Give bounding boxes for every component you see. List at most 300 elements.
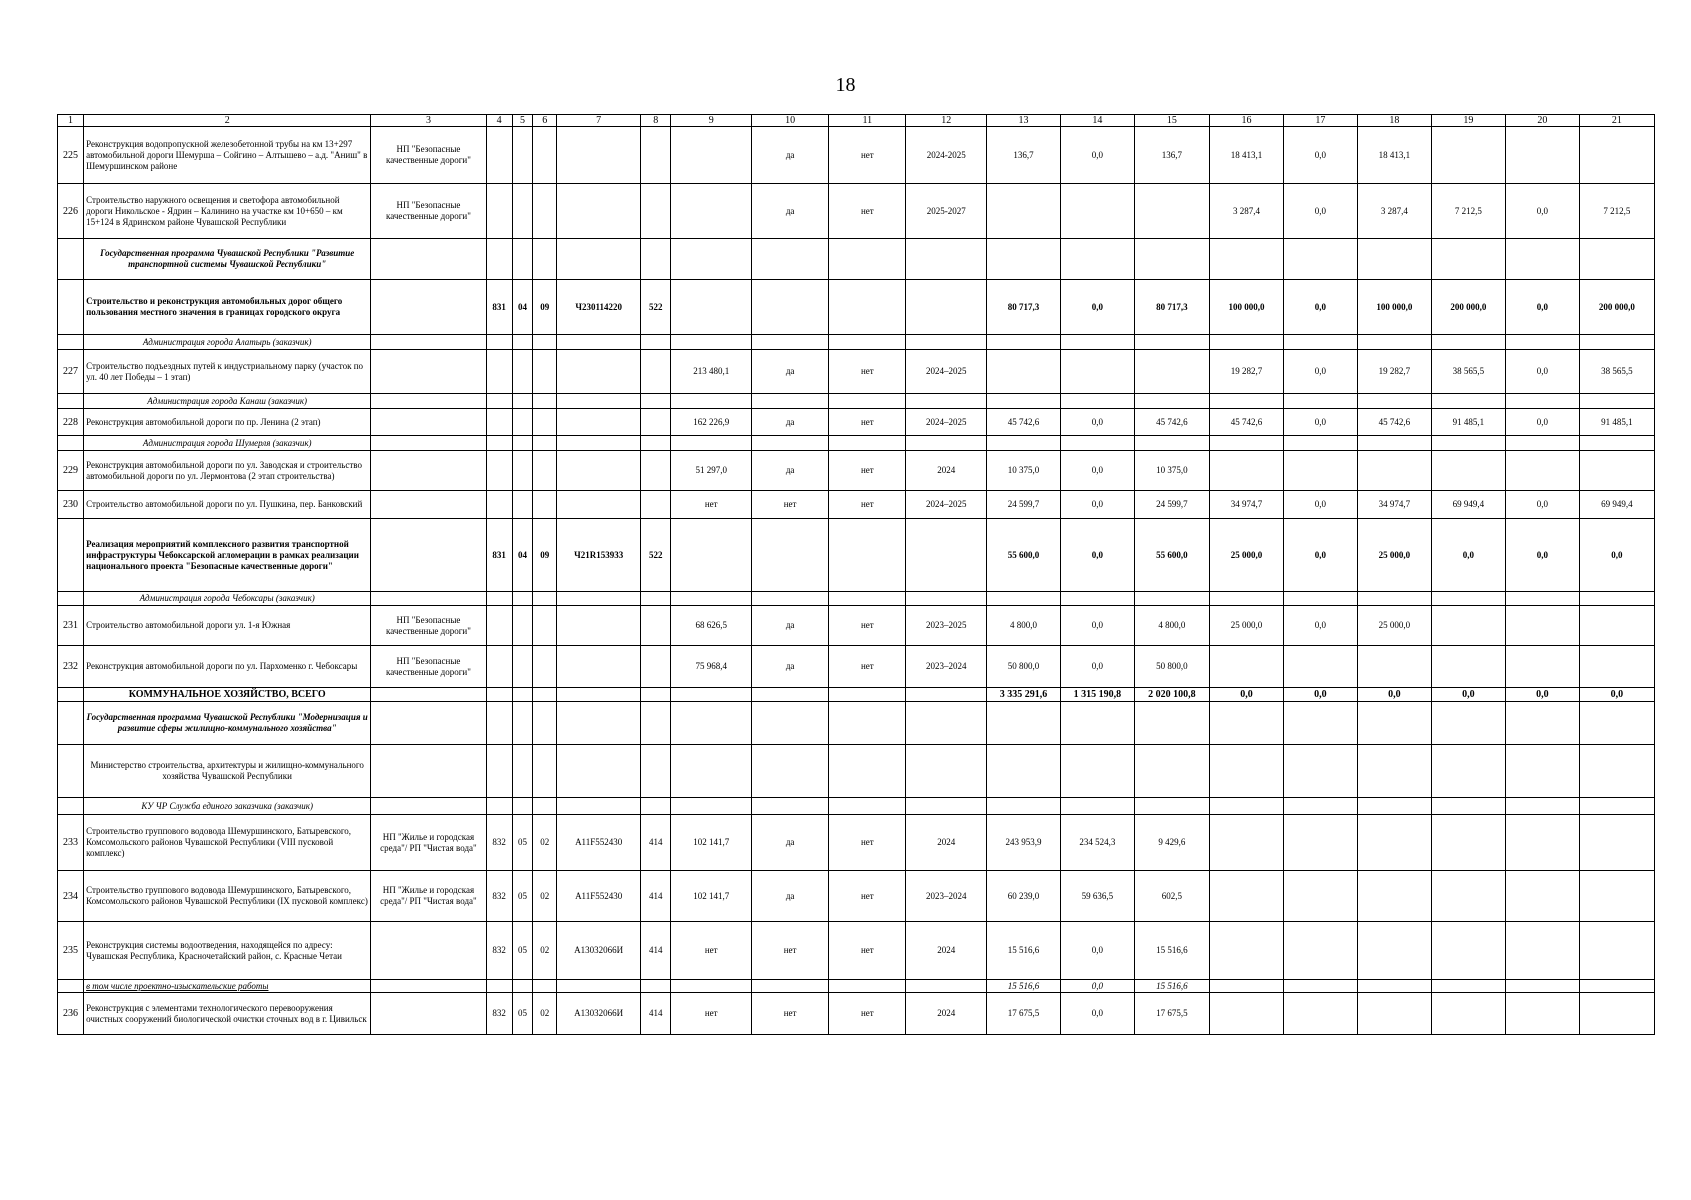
table-cell: да (751, 871, 828, 922)
table-cell (1283, 980, 1357, 993)
table-cell (1134, 394, 1209, 409)
table-cell (486, 745, 512, 798)
project-cell: НП "Жилье и городская среда"/ РП "Чистая вода" (371, 815, 486, 871)
table-cell: 0,0 (1060, 980, 1134, 993)
table-cell: 25 000,0 (1357, 606, 1431, 646)
table-cell (751, 239, 828, 280)
column-header: 2 (84, 115, 371, 127)
table-cell (1431, 592, 1505, 606)
table-cell: 2024 (906, 451, 987, 491)
table-cell (1357, 922, 1431, 980)
table-cell: да (751, 350, 828, 394)
table-cell: 0,0 (1283, 409, 1357, 436)
table-cell (371, 745, 486, 798)
table-cell (512, 745, 533, 798)
table-cell: 05 (512, 993, 533, 1035)
table-cell (1357, 646, 1431, 688)
table-cell (1283, 436, 1357, 451)
table-cell (486, 606, 512, 646)
table-cell: 19 282,7 (1357, 350, 1431, 394)
table-cell (533, 350, 557, 394)
table-row (58, 127, 1655, 184)
row-number: 229 (58, 451, 84, 491)
table-cell: 0,0 (1505, 409, 1579, 436)
table-cell (829, 702, 906, 745)
table-cell (533, 436, 557, 451)
table-cell (751, 592, 828, 606)
table-cell (1357, 871, 1431, 922)
table-cell (751, 519, 828, 592)
table-cell (1283, 394, 1357, 409)
table-cell (751, 280, 828, 335)
table-cell (641, 350, 671, 394)
table-cell: 832 (486, 871, 512, 922)
table-row (58, 350, 1655, 394)
table-cell (1357, 815, 1431, 871)
column-header: 16 (1209, 115, 1283, 127)
table-cell: 0,0 (1060, 922, 1134, 980)
table-cell (1060, 350, 1134, 394)
table-cell (512, 798, 533, 815)
table-cell (1209, 436, 1283, 451)
table-cell (486, 409, 512, 436)
table-cell (1283, 646, 1357, 688)
table-cell (751, 335, 828, 350)
table-cell: 0,0 (1283, 127, 1357, 184)
table-cell (641, 606, 671, 646)
column-header: 5 (512, 115, 533, 127)
table-cell (1283, 993, 1357, 1035)
table-cell (751, 702, 828, 745)
row-number: 227 (58, 350, 84, 394)
table-cell (751, 745, 828, 798)
table-cell (641, 239, 671, 280)
table-cell: 3 287,4 (1357, 184, 1431, 239)
table-cell (906, 592, 987, 606)
table-cell (1431, 239, 1505, 280)
table-cell (1134, 745, 1209, 798)
row-number: 235 (58, 922, 84, 980)
table-cell: 200 000,0 (1579, 280, 1654, 335)
table-cell (906, 436, 987, 451)
row-number: 233 (58, 815, 84, 871)
table-cell (1283, 239, 1357, 280)
table-cell (557, 184, 641, 239)
object-name: Строительство наружного освещения и светофора автомобильной дороги Никольское - Ядрин – Калинино на участке км 10+650 – км 15+124 в Ядринском районе Чувашской Республики (84, 184, 371, 239)
table-cell: 50 800,0 (986, 646, 1060, 688)
table-cell (371, 436, 486, 451)
table-cell (557, 436, 641, 451)
object-name: Реконструкция с элементами технологического перевооружения очистных сооружений биологической очистки сточных вод в г. Цивильск (84, 993, 371, 1035)
table-cell (533, 980, 557, 993)
table-cell (1579, 394, 1654, 409)
table-cell (1431, 394, 1505, 409)
table-cell (1431, 745, 1505, 798)
table-cell (1505, 394, 1579, 409)
project-cell: НП "Жилье и городская среда"/ РП "Чистая вода" (371, 871, 486, 922)
table-cell (829, 436, 906, 451)
table-cell: 09 (533, 280, 557, 335)
table-cell (512, 980, 533, 993)
table-cell: да (751, 127, 828, 184)
table-cell (557, 335, 641, 350)
table-cell (1209, 815, 1283, 871)
table-cell (829, 519, 906, 592)
table-cell: 60 239,0 (986, 871, 1060, 922)
table-cell (486, 491, 512, 519)
table-cell: 0,0 (1283, 280, 1357, 335)
row-number: 234 (58, 871, 84, 922)
table-cell (533, 127, 557, 184)
table-cell (641, 702, 671, 745)
table-cell (671, 519, 752, 592)
program-title: Государственная программа Чувашской Республики "Модернизация и развитие сферы жилищно-коммунального хозяйства" (84, 702, 371, 745)
table-row (58, 280, 1655, 335)
table-cell (557, 980, 641, 993)
table-cell (1209, 922, 1283, 980)
row-number: 232 (58, 646, 84, 688)
table-cell (1505, 745, 1579, 798)
table-cell: 414 (641, 815, 671, 871)
table-cell: 45 742,6 (1134, 409, 1209, 436)
table-cell (1579, 127, 1654, 184)
table-cell (1505, 451, 1579, 491)
table-cell (1357, 980, 1431, 993)
table-cell (671, 745, 752, 798)
table-cell (486, 436, 512, 451)
table-cell (671, 798, 752, 815)
table-cell (1431, 451, 1505, 491)
table-cell (512, 239, 533, 280)
table-cell: 0,0 (1579, 519, 1654, 592)
table-cell: 522 (641, 519, 671, 592)
table-cell (486, 702, 512, 745)
object-name: в том числе проектно-изыскательские работы (84, 980, 371, 993)
column-header: 11 (829, 115, 906, 127)
table-cell (906, 335, 987, 350)
table-cell (1431, 646, 1505, 688)
project-cell (371, 980, 486, 993)
table-cell (58, 702, 84, 745)
object-name: Строительство группового водовода Шемуршинского, Батыревского, Комсомольского районов Чувашской Республики (VIII пусковой комплекс) (84, 815, 371, 871)
column-header: 6 (533, 115, 557, 127)
table-cell: 2024-2025 (906, 127, 987, 184)
table-cell (751, 436, 828, 451)
table-cell (1283, 922, 1357, 980)
table-cell: 213 480,1 (671, 350, 752, 394)
table-cell (1209, 980, 1283, 993)
table-cell: 832 (486, 922, 512, 980)
table-cell: 414 (641, 871, 671, 922)
row-number: 226 (58, 184, 84, 239)
table-cell: 4 800,0 (986, 606, 1060, 646)
table-cell (1505, 335, 1579, 350)
data-table (57, 114, 1655, 1035)
table-cell (1357, 335, 1431, 350)
table-cell (486, 980, 512, 993)
table-cell (1579, 606, 1654, 646)
table-row (58, 702, 1655, 745)
table-cell (557, 606, 641, 646)
table-cell (1209, 592, 1283, 606)
table-cell: 234 524,3 (1060, 815, 1134, 871)
table-cell (512, 606, 533, 646)
table-cell (829, 592, 906, 606)
table-cell: да (751, 184, 828, 239)
table-cell (1431, 798, 1505, 815)
table-cell (1505, 239, 1579, 280)
table-cell: нет (829, 815, 906, 871)
table-cell: 17 675,5 (1134, 993, 1209, 1035)
table-cell: 15 516,6 (986, 922, 1060, 980)
table-cell (641, 491, 671, 519)
table-cell (533, 491, 557, 519)
table-row (58, 980, 1655, 993)
table-cell (1505, 436, 1579, 451)
table-cell (671, 239, 752, 280)
table-row (58, 798, 1655, 815)
table-cell (533, 606, 557, 646)
table-cell (1134, 798, 1209, 815)
table-cell: да (751, 646, 828, 688)
table-cell (671, 394, 752, 409)
table-cell (533, 184, 557, 239)
column-header: 12 (906, 115, 987, 127)
table-cell: да (751, 606, 828, 646)
table-cell (557, 798, 641, 815)
table-cell (512, 491, 533, 519)
table-cell (986, 798, 1060, 815)
table-cell: 17 675,5 (986, 993, 1060, 1035)
table-cell: 414 (641, 993, 671, 1035)
table-cell: 38 565,5 (1579, 350, 1654, 394)
table-cell: 68 626,5 (671, 606, 752, 646)
program-title: Государственная программа Чувашской Республики "Развитие транспортной системы Чувашской Республики" (84, 239, 371, 280)
table-cell (1505, 815, 1579, 871)
table-cell (1357, 702, 1431, 745)
table-cell: 18 413,1 (1209, 127, 1283, 184)
table-cell: 0,0 (1060, 451, 1134, 491)
table-cell (486, 239, 512, 280)
table-cell (751, 688, 828, 702)
table-cell (671, 980, 752, 993)
table-cell (1134, 592, 1209, 606)
table-cell (557, 350, 641, 394)
table-cell: нет (829, 184, 906, 239)
table-cell (1579, 798, 1654, 815)
table-cell: 45 742,6 (1209, 409, 1283, 436)
table-cell (986, 702, 1060, 745)
table-cell: 02 (533, 993, 557, 1035)
table-cell (641, 798, 671, 815)
table-cell: 0,0 (1060, 606, 1134, 646)
table-row (58, 745, 1655, 798)
table-cell (1060, 702, 1134, 745)
table-cell (906, 519, 987, 592)
table-cell: да (751, 815, 828, 871)
table-cell (486, 451, 512, 491)
object-name: Строительство автомобильной дороги по ул. Пушкина, пер. Банковский (84, 491, 371, 519)
table-cell: нет (829, 922, 906, 980)
table-cell (533, 335, 557, 350)
table-cell (1431, 127, 1505, 184)
table-cell (533, 798, 557, 815)
table-cell: 4 800,0 (1134, 606, 1209, 646)
table-cell: нет (829, 993, 906, 1035)
customer-title: КУ ЧР Служба единого заказчика (заказчик) (84, 798, 371, 815)
table-cell (1060, 592, 1134, 606)
table-cell: нет (671, 491, 752, 519)
column-header: 4 (486, 115, 512, 127)
table-cell (1060, 394, 1134, 409)
table-cell: 0,0 (1505, 350, 1579, 394)
table-cell: нет (671, 922, 752, 980)
table-cell: 2024–2025 (906, 350, 987, 394)
table-cell (1357, 993, 1431, 1035)
row-number: 231 (58, 606, 84, 646)
row-number (58, 280, 84, 335)
table-cell (557, 127, 641, 184)
table-cell (58, 436, 84, 451)
project-cell: НП "Безопасные качественные дороги" (371, 646, 486, 688)
table-cell: 55 600,0 (986, 519, 1060, 592)
table-cell (486, 184, 512, 239)
table-cell (371, 239, 486, 280)
table-cell: 38 565,5 (1431, 350, 1505, 394)
project-cell (371, 491, 486, 519)
column-header: 20 (1505, 115, 1579, 127)
table-cell (1579, 646, 1654, 688)
table-cell: 0,0 (1060, 646, 1134, 688)
table-cell: 0,0 (1357, 688, 1431, 702)
table-cell: нет (671, 993, 752, 1035)
table-row (58, 184, 1655, 239)
table-cell: 51 297,0 (671, 451, 752, 491)
table-cell: 2024 (906, 922, 987, 980)
table-cell (1505, 127, 1579, 184)
table-cell: нет (829, 646, 906, 688)
table-cell: 04 (512, 519, 533, 592)
table-cell: 25 000,0 (1357, 519, 1431, 592)
table-cell: нет (829, 491, 906, 519)
table-cell (1431, 993, 1505, 1035)
column-header: 8 (641, 115, 671, 127)
table-cell: 59 636,5 (1060, 871, 1134, 922)
table-cell: 2024–2025 (906, 491, 987, 519)
table-cell: 0,0 (1505, 519, 1579, 592)
object-name: Строительство группового водовода Шемуршинского, Батыревского, Комсомольского районов Чувашской Республики (IX пусковой комплекс) (84, 871, 371, 922)
table-row (58, 922, 1655, 980)
table-cell (1505, 798, 1579, 815)
table-cell (371, 335, 486, 350)
table-cell (1505, 592, 1579, 606)
table-row (58, 436, 1655, 451)
table-cell (371, 702, 486, 745)
table-cell: 69 949,4 (1431, 491, 1505, 519)
table-cell (641, 409, 671, 436)
table-cell (1579, 745, 1654, 798)
table-cell: 243 953,9 (986, 815, 1060, 871)
table-row (58, 993, 1655, 1035)
table-cell (557, 491, 641, 519)
table-cell: 100 000,0 (1209, 280, 1283, 335)
table-cell (557, 745, 641, 798)
table-cell: 2023–2024 (906, 871, 987, 922)
table-cell: 34 974,7 (1209, 491, 1283, 519)
table-cell (1283, 871, 1357, 922)
table-cell (829, 394, 906, 409)
table-row (58, 409, 1655, 436)
table-cell (1579, 335, 1654, 350)
table-cell (58, 335, 84, 350)
table-cell (986, 745, 1060, 798)
table-cell: 09 (533, 519, 557, 592)
table-cell (512, 592, 533, 606)
column-header: 9 (671, 115, 752, 127)
table-cell: A11F552430 (557, 815, 641, 871)
table-cell (1209, 451, 1283, 491)
table-cell (371, 394, 486, 409)
column-header: 7 (557, 115, 641, 127)
table-cell (512, 350, 533, 394)
table-cell: 25 000,0 (1209, 606, 1283, 646)
table-cell: 102 141,7 (671, 871, 752, 922)
table-cell (486, 127, 512, 184)
table-cell (557, 239, 641, 280)
table-cell: 50 800,0 (1134, 646, 1209, 688)
table-cell (1579, 815, 1654, 871)
table-cell (512, 688, 533, 702)
table-cell (751, 394, 828, 409)
table-cell: 2025-2027 (906, 184, 987, 239)
table-cell (641, 646, 671, 688)
row-number: 228 (58, 409, 84, 436)
table-cell (1209, 335, 1283, 350)
object-name: Реконструкция автомобильной дороги по ул. Пархоменко г. Чебоксары (84, 646, 371, 688)
table-cell: 25 000,0 (1209, 519, 1283, 592)
column-header: 14 (1060, 115, 1134, 127)
table-cell: 02 (533, 871, 557, 922)
table-cell (1060, 335, 1134, 350)
table-cell (1134, 184, 1209, 239)
table-cell: 162 226,9 (671, 409, 752, 436)
table-cell (1431, 436, 1505, 451)
project-cell (371, 688, 486, 702)
table-cell (1209, 702, 1283, 745)
table-cell (906, 394, 987, 409)
table-cell: 0,0 (1283, 350, 1357, 394)
table-cell (58, 239, 84, 280)
project-cell (371, 993, 486, 1035)
table-cell (1209, 394, 1283, 409)
table-cell (1579, 993, 1654, 1035)
table-cell (986, 394, 1060, 409)
table-cell: 0,0 (1431, 519, 1505, 592)
table-cell: 100 000,0 (1357, 280, 1431, 335)
customer-title: Администрация города Алатырь (заказчик) (84, 335, 371, 350)
table-cell (1134, 239, 1209, 280)
table-cell: 832 (486, 993, 512, 1035)
table-cell (1431, 871, 1505, 922)
object-name: Строительство автомобильной дороги ул. 1-я Южная (84, 606, 371, 646)
page-number: 18 (835, 74, 856, 96)
table-cell (641, 592, 671, 606)
table-cell (1357, 239, 1431, 280)
table-cell (512, 451, 533, 491)
table-cell: 91 485,1 (1579, 409, 1654, 436)
table-cell: 2 020 100,8 (1134, 688, 1209, 702)
object-name: Реконструкция водопропускной железобетонной трубы на км 13+297 автомобильной дороги Шемурша – Сойгино – Алтышево – а.д. "Аниш" в Шемуршинском районе (84, 127, 371, 184)
